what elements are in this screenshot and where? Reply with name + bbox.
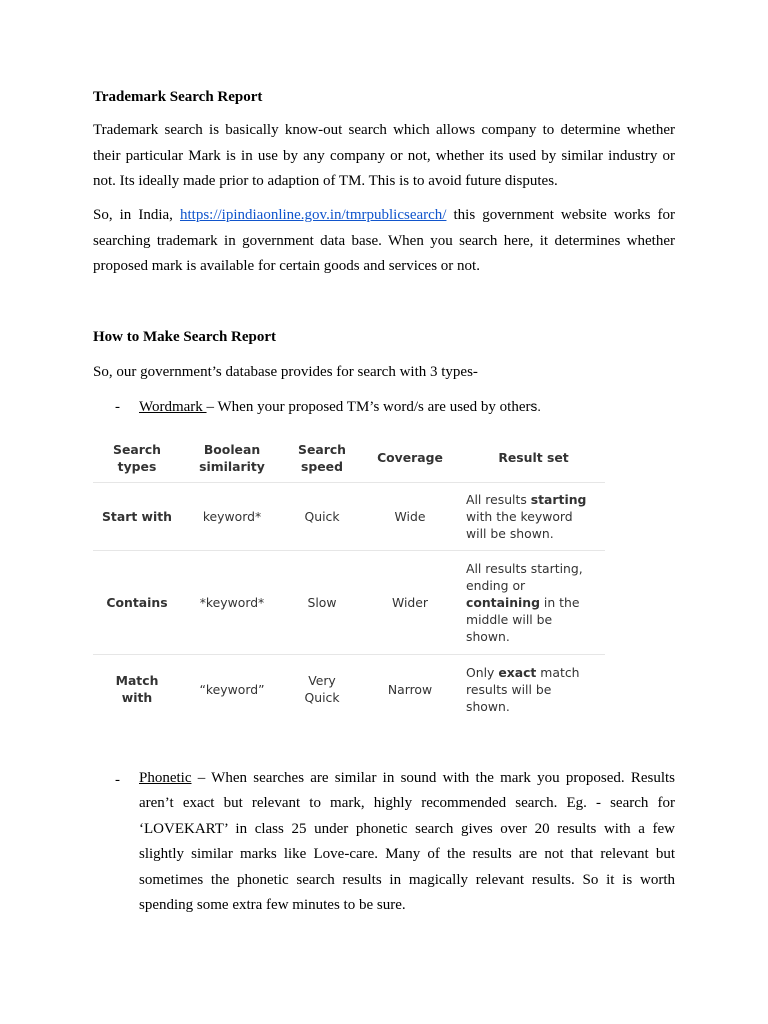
cell-coverage: Wide — [394, 509, 426, 524]
cell-search-type: Match with — [115, 673, 159, 705]
phonetic-line: spending some extra few minutes to be sure. — [139, 897, 406, 914]
header-coverage: Coverage — [377, 450, 443, 465]
cell-speed: Quick — [304, 509, 340, 524]
bullet-dash: - — [115, 399, 120, 415]
phonetic-paragraph — [139, 766, 675, 918]
phonetic-line: sometimes the phonetic search results in magically relevant results. So it is worth — [139, 871, 675, 888]
intro-line: not. Its ideally made prior to adaption of TM. This is to avoid future disputes. — [93, 173, 558, 189]
bullet-dash: - — [115, 772, 120, 788]
header-search-speed: Search speed — [298, 441, 346, 474]
india-suffix: this government website works for — [446, 207, 675, 223]
cell-search-type: Contains — [106, 595, 168, 610]
wordmark-term: Wordmark — [139, 399, 207, 415]
types-intro: So, our government’s database provides for search with 3 types- — [93, 364, 478, 380]
phonetic-line: slightly similar marks like Love-care. Many of the results are not that relevant but — [139, 846, 675, 863]
india-paragraph — [93, 203, 675, 280]
intro-line: their particular Mark is in use by any company or not, whether its used by similar industry or — [93, 147, 675, 164]
india-line-first — [93, 203, 675, 229]
cell-boolean: keyword* — [202, 509, 262, 524]
cell-result-set: All results starting, ending or containing in the middle will be shown. — [466, 561, 583, 644]
india-prefix: So, in India, — [93, 207, 180, 223]
cell-coverage: Wider — [391, 595, 428, 610]
table-row — [93, 551, 605, 655]
table-row — [93, 483, 605, 551]
cell-result-set: All results starting with the keyword will be shown. — [466, 492, 587, 541]
cell-speed: Slow — [307, 595, 337, 610]
phonetic-term: Phonetic — [139, 770, 192, 786]
header-search-types: Search types — [113, 441, 161, 474]
section-heading: How to Make Search Report — [93, 329, 277, 345]
intro-line: Trademark search is basically know-out search which allows company to determine whether — [93, 122, 675, 138]
cell-boolean: “keyword” — [199, 681, 265, 697]
search-types-table — [93, 433, 605, 723]
cell-speed: Very Quick — [304, 673, 340, 705]
phonetic-first-rest: – When searches are similar in sound with the mark you proposed. Results — [191, 770, 675, 786]
intro-paragraph — [93, 118, 675, 195]
cell-boolean: *keyword* — [199, 595, 265, 610]
wordmark-tail: s. — [530, 399, 542, 414]
india-line: searching trademark in government data base. When you search here, it determines whether — [93, 232, 675, 249]
phonetic-line: aren’t exact but relevant to mark, highly recommended search. Eg. - search for — [139, 795, 675, 812]
wordmark-bullet — [139, 398, 541, 416]
cell-result-set: Only exact match results will be shown. — [466, 664, 580, 714]
phonetic-line-first — [139, 766, 675, 791]
cell-search-type: Start with — [102, 509, 172, 524]
header-boolean-similarity: Boolean similarity — [199, 441, 265, 474]
india-line: proposed mark is available for certain goods and services or not. — [93, 258, 480, 274]
ipindia-link[interactable]: https://ipindiaonline.gov.in/tmrpublicsearch/ — [179, 207, 447, 223]
phonetic-line: ‘LOVEKART’ in class 25 under phonetic search gives over 20 results with a few — [139, 820, 675, 837]
table-header-row — [93, 433, 605, 483]
table-row — [93, 655, 605, 723]
cell-coverage: Narrow — [387, 681, 433, 697]
document-title: Trademark Search Report — [93, 89, 263, 105]
wordmark-description: – When your proposed TM’s word/s are used by other — [206, 399, 531, 415]
header-result-set: Result set — [498, 450, 569, 465]
